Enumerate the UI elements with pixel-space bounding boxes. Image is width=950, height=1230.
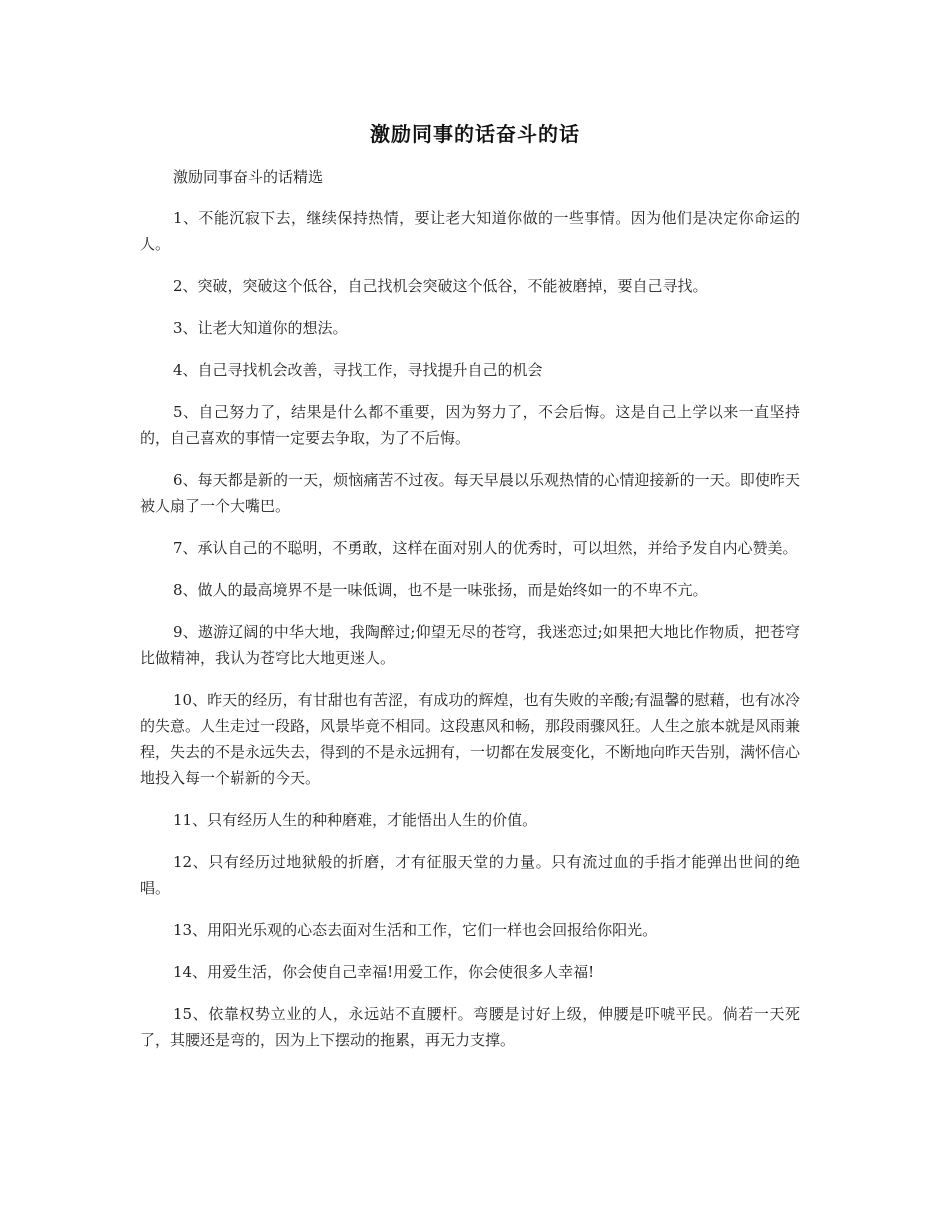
paragraph-8: 8、做人的最高境界不是一味低调，也不是一味张扬，而是始终如一的不卑不亢。 — [173, 581, 708, 599]
paragraph-3: 3、让老大知道你的想法。 — [173, 319, 348, 337]
paragraph-14: 14、用爱生活，你会使自己幸福!用爱工作，你会使很多人幸福! — [173, 963, 595, 981]
paragraph-1: 1、不能沉寂下去，继续保持热情，要让老大知道你做的一些事情。因为他们是决定你命运的人。 — [140, 209, 800, 253]
document-title: 激励同事的话奋斗的话 — [370, 122, 580, 146]
paragraph-2: 2、突破，突破这个低谷，自己找机会突破这个低谷，不能被磨掉，要自己寻找。 — [173, 277, 708, 295]
document-subtitle: 激励同事奋斗的话精选 — [173, 168, 324, 186]
paragraph-9: 9、遨游辽阔的中华大地，我陶醉过;仰望无尽的苍穹，我迷恋过;如果把大地比作物质，把苍穹比做精神，我认为苍穹比大地更迷人。 — [140, 623, 800, 667]
paragraph-7: 7、承认自己的不聪明，不勇敢，这样在面对别人的优秀时，可以坦然，并给予发自内心赞美。 — [173, 539, 798, 557]
paragraph-10: 10、昨天的经历，有甘甜也有苦涩，有成功的辉煌，也有失败的辛酸;有温馨的慰藉，也有冰冷的失意。人生走过一段路，风景毕竟不相同。这段惠风和畅，那段雨骤风狂。人生之旅本就是风雨兼程，失去的不是永远失去，得到的不是永远拥有，一切都在发展变化，不断地向昨天告别，满怀信心地投入每一个崭新的今天。 — [140, 691, 801, 787]
paragraph-4: 4、自己寻找机会改善，寻找工作，寻找提升自己的机会 — [173, 361, 543, 379]
paragraph-11: 11、只有经历人生的种种磨难，才能悟出人生的价值。 — [173, 811, 538, 829]
paragraph-13: 13、用阳光乐观的心态去面对生活和工作，它们一样也会回报给你阳光。 — [173, 921, 658, 939]
document-body — [140, 205, 800, 1069]
paragraph-12: 12、只有经历过地狱般的折磨，才有征服天堂的力量。只有流过血的手指才能弹出世间的绝唱。 — [140, 853, 800, 897]
paragraph-5: 5、自己努力了，结果是什么都不重要，因为努力了，不会后悔。这是自己上学以来一直坚持的，自己喜欢的事情一定要去争取，为了不后悔。 — [140, 403, 800, 447]
paragraph-6: 6、每天都是新的一天，烦恼痛苦不过夜。每天早晨以乐观热情的心情迎接新的一天。即使昨天被人扇了一个大嘴巴。 — [140, 471, 800, 515]
paragraph-15: 15、依靠权势立业的人，永远站不直腰杆。弯腰是讨好上级，伸腰是吓唬平民。倘若一天死了，其腰还是弯的，因为上下摆动的拖累，再无力支撑。 — [140, 1005, 800, 1049]
